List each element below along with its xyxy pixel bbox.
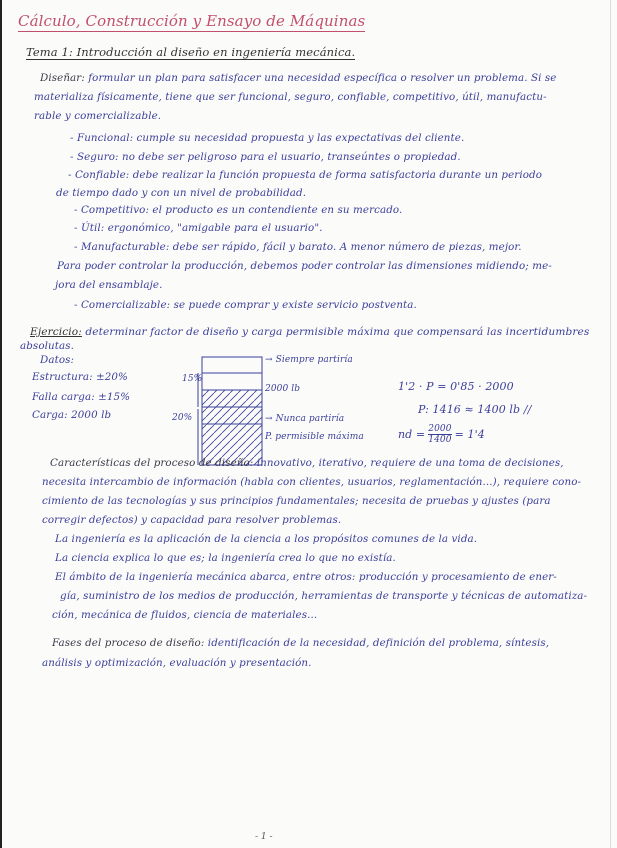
characteristics-line: cimiento de las tecnologías y sus principios fundamentales; necesita de pruebas y ajustes (para [42, 495, 551, 507]
page-edge-right [610, 0, 611, 848]
engineering-line: El ámbito de la ingeniería mecánica abarca, entre otros: producción y procesamiento de ener- [55, 571, 557, 583]
engineering-line: gía, suministro de los medios de producción, herramientas de transporte y técnicas de automatiza- [60, 590, 588, 602]
phases-term: Fases del proceso de diseño: [52, 637, 205, 649]
diagram-perm-label: P. permisible máxima [265, 432, 364, 442]
phases-text: identificación de la necesidad, definición del problema, síntesis, [207, 637, 550, 649]
property-line: - Seguro: no debe ser peligroso para el usuario, transeúntes o propiedad. [70, 151, 461, 163]
exercise-term: Ejercicio: [30, 326, 82, 338]
diagram-pct-lower: 20% [172, 413, 193, 423]
page-number: - 1 - [255, 832, 273, 842]
characteristics-term: Características del proceso de diseño: [50, 457, 254, 469]
data-label: Datos: [40, 354, 75, 366]
diagram-pct-upper: 15% [182, 374, 203, 384]
phases-line [52, 637, 549, 649]
diagram-load-label: 2000 lb [265, 384, 301, 394]
data-item: Carga: 2000 lb [32, 409, 112, 421]
property-line: - Comercializable: se puede comprar y existe servicio postventa. [74, 299, 417, 311]
property-line: - Confiable: debe realizar la función propuesta de forma satisfactoria durante un periodo [68, 169, 543, 181]
data-item: Estructura: ±20% [32, 371, 128, 383]
characteristics-line: corregir defectos) y capacidad para resolver problemas. [42, 514, 342, 526]
eq3-numerator: 2000 [428, 424, 452, 434]
property-line: jora del ensamblaje. [55, 279, 163, 291]
topic-heading: Tema 1: Introducción al diseño en ingeniería mecánica. [26, 45, 356, 59]
eq3-fraction [428, 424, 451, 445]
phases-line: análisis y optimización, evaluación y presentación. [42, 657, 312, 669]
design-definition-line: rable y comercializable. [34, 110, 162, 122]
exercise-text: determinar factor de diseño y carga permisible máxima que compensará las incertidumbres [85, 326, 590, 338]
data-item: Falla carga: ±15% [32, 391, 131, 403]
characteristics-text: innovativo, iterativo, requiere de una toma de decisiones, [256, 457, 564, 469]
equation-3 [398, 424, 485, 445]
engineering-line: La ingeniería es la aplicación de la ciencia a los propósitos comunes de la vida. [55, 533, 478, 545]
property-line: - Competitivo: el producto es un contendiente en su mercado. [74, 204, 403, 216]
property-line: de tiempo dado y con un nivel de probabilidad. [56, 187, 307, 199]
design-definition-line [40, 72, 556, 84]
equation-2: P: 1416 ≈ 1400 lb // [418, 403, 532, 416]
design-definition-line: materializa físicamente, tiene que ser funcional, seguro, confiable, competitivo, útil, manufactu- [34, 91, 547, 103]
page-edge [0, 0, 2, 848]
engineering-line: La ciencia explica lo que es; la ingeniería crea lo que no existía. [55, 552, 396, 564]
load-diagram [190, 353, 280, 473]
engineering-line: ción, mecánica de fluidos, ciencia de materiales... [52, 609, 318, 621]
diagram-bottom-label: → Nunca partiría [265, 414, 345, 424]
property-line: Para poder controlar la producción, debemos poder controlar las dimensiones midiendo; me- [57, 260, 552, 272]
equation-1: 1'2 · P = 0'85 · 2000 [398, 380, 514, 393]
eq3-rhs: = 1'4 [454, 428, 485, 441]
exercise-line [30, 326, 589, 338]
design-text: formular un plan para satisfacer una necesidad específica o resolver un problema. Si se [88, 72, 557, 84]
eq3-denominator: 1400 [428, 435, 452, 445]
property-line: - Manufacturable: debe ser rápido, fácil y barato. A menor número de piezas, mejor. [74, 241, 522, 253]
characteristics-line: necesita intercambio de información (habla con clientes, usuarios, reglamentación...), requiere cono- [42, 476, 582, 488]
document-title: Cálculo, Construcción y Ensayo de Máquinas [18, 12, 366, 30]
eq3-lhs: nd = [398, 428, 426, 441]
diagram-top-label: → Siempre partiría [265, 355, 353, 365]
characteristics-line [50, 457, 564, 469]
exercise-line: absolutas. [20, 340, 74, 352]
property-line: - Útil: ergonómico, "amigable para el usuario". [74, 222, 323, 234]
property-line: - Funcional: cumple su necesidad propuesta y las expectativas del cliente. [70, 132, 465, 144]
design-term: Diseñar: [40, 72, 85, 84]
